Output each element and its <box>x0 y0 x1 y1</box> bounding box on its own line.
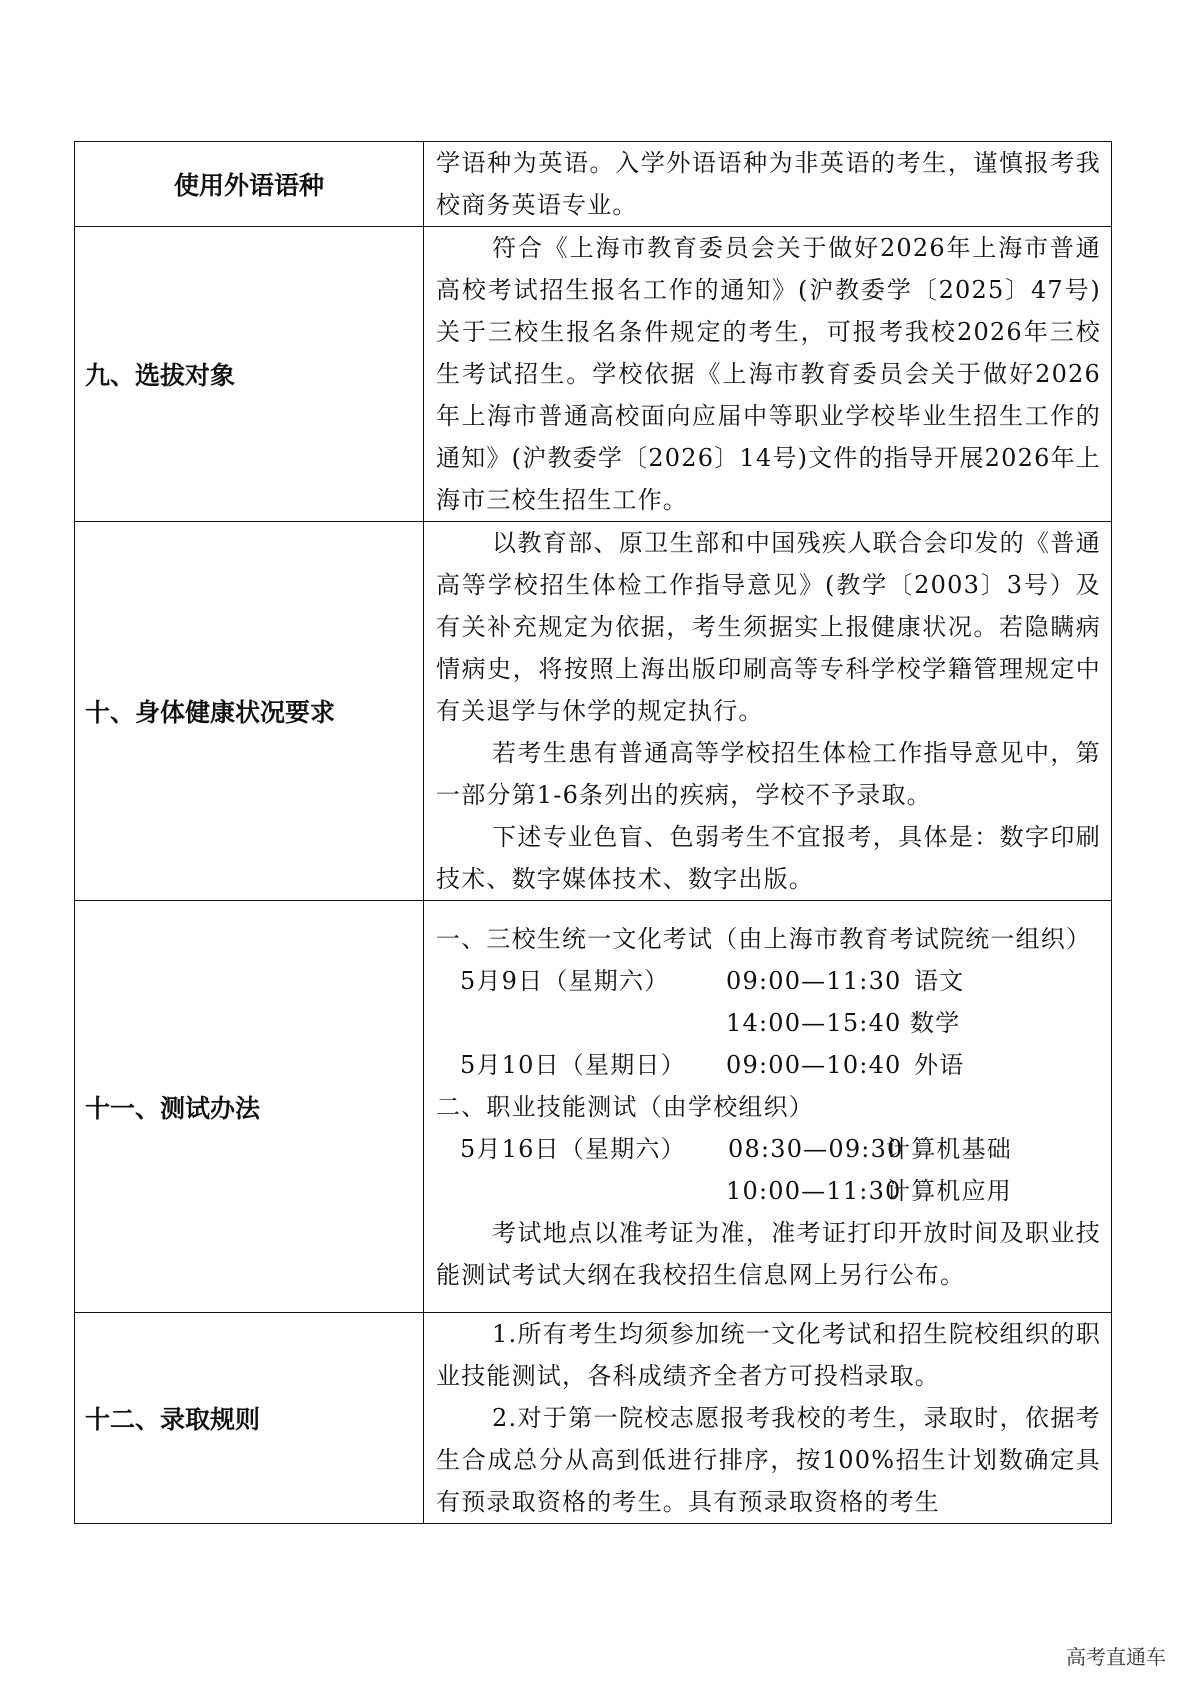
row-content-cell <box>424 227 1112 522</box>
schedule-row <box>436 1128 1101 1170</box>
table-row <box>75 227 1112 522</box>
paragraph: 考试地点以准考证为准，准考证打印开放时间及职业技能测试考试大纲在我校招生信息网上另行公布。 <box>436 1218 1101 1289</box>
section-heading: 一、三校生统一文化考试（由上海市教育考试院统一组织） <box>436 924 1092 953</box>
row-label-cell <box>75 522 424 901</box>
row-label-selection-target: 九、选拔对象 <box>85 361 236 390</box>
admission-info-table <box>74 141 1112 1524</box>
section-heading: 二、职业技能测试（由学校组织） <box>436 1092 814 1121</box>
row-content-cell <box>424 1313 1112 1524</box>
schedule-date: 5月10日（星期日） <box>460 1050 686 1079</box>
paragraph: 学语种为英语。入学外语语种为非英语的考生，谨慎报考我校商务英语专业。 <box>436 149 1101 219</box>
schedule-date: 5月16日（星期六） <box>460 1134 686 1163</box>
paragraph: 以教育部、原卫生部和中国残疾人联合会印发的《普通高等学校招生体检工作指导意见》(教学〔2003〕3号）及有关补充规定为依据，考生须据实上报健康状况。若隐瞒病情病史，将按照上海出版印刷高等专科学校学籍管理规定中有关退学与休学的规定执行。 <box>436 529 1101 725</box>
table-row <box>75 142 1112 227</box>
table-row <box>75 901 1112 1313</box>
row-label-cell <box>75 142 424 227</box>
schedule-time: 10:00—11:30 <box>726 1176 902 1205</box>
row-content-cell <box>424 522 1112 901</box>
schedule-time: 09:00—11:30 <box>726 966 902 995</box>
schedule-row <box>436 1044 1101 1086</box>
row-label-cell <box>75 227 424 522</box>
footer-watermark: 高考直通车 <box>1066 1645 1166 1669</box>
schedule-date: 5月9日（星期六） <box>460 966 670 995</box>
row-label-health-requirements: 十、身体健康状况要求 <box>85 698 336 727</box>
paragraph: 下述专业色盲、色弱考生不宜报考，具体是：数字印刷技术、数字媒体技术、数字出版。 <box>436 823 1101 893</box>
schedule-subject: 语文 <box>914 966 965 995</box>
table-row <box>75 522 1112 901</box>
paragraph: 2.对于第一院校志愿报考我校的考生，录取时，依据考生合成总分从高到低进行排序，按100%招生计划数确定具有预录取资格的考生。具有预录取资格的考生 <box>436 1404 1101 1516</box>
schedule-time: 09:00—10:40 <box>726 1050 902 1079</box>
schedule-subject: 计算机应用 <box>886 1176 1012 1205</box>
row-label-admission-rules: 十二、录取规则 <box>85 1405 261 1434</box>
schedule-time: 08:30—09:30 <box>728 1134 904 1163</box>
paragraph: 1.所有考生均须参加统一文化考试和招生院校组织的职业技能测试，各科成绩齐全者方可投档录取。 <box>436 1320 1101 1390</box>
schedule-row <box>436 960 1101 1002</box>
row-label-cell <box>75 901 424 1313</box>
paragraph: 符合《上海市教育委员会关于做好2026年上海市普通高校考试招生报名工作的通知》(沪教委学〔2025〕47号)关于三校生报名条件规定的考生，可报考我校2026年三校生考试招生。学校依据《上海市教育委员会关于做好2026年上海市普通高校面向应届中等职业学校毕业生招生工作的通知》(沪教委学〔2026〕14号)文件的指导开展2026年上海市三校生招生工作。 <box>436 234 1101 514</box>
schedule-subject: 计算机基础 <box>886 1134 1012 1163</box>
row-content-cell <box>424 142 1112 227</box>
schedule-row <box>436 1002 1101 1044</box>
schedule-time: 14:00—15:40 <box>726 1008 902 1037</box>
schedule-subject: 数学 <box>910 1008 961 1037</box>
row-label-test-method: 十一、测试办法 <box>85 1093 261 1123</box>
row-content-cell <box>424 901 1112 1313</box>
schedule-row <box>436 1170 1101 1212</box>
paragraph: 若考生患有普通高等学校招生体检工作指导意见中，第一部分第1-6条列出的疾病，学校不予录取。 <box>436 739 1101 809</box>
row-label-cell <box>75 1313 424 1524</box>
row-label-foreign-language: 使用外语语种 <box>173 171 324 200</box>
table-row <box>75 1313 1112 1524</box>
schedule-subject: 外语 <box>914 1050 965 1079</box>
